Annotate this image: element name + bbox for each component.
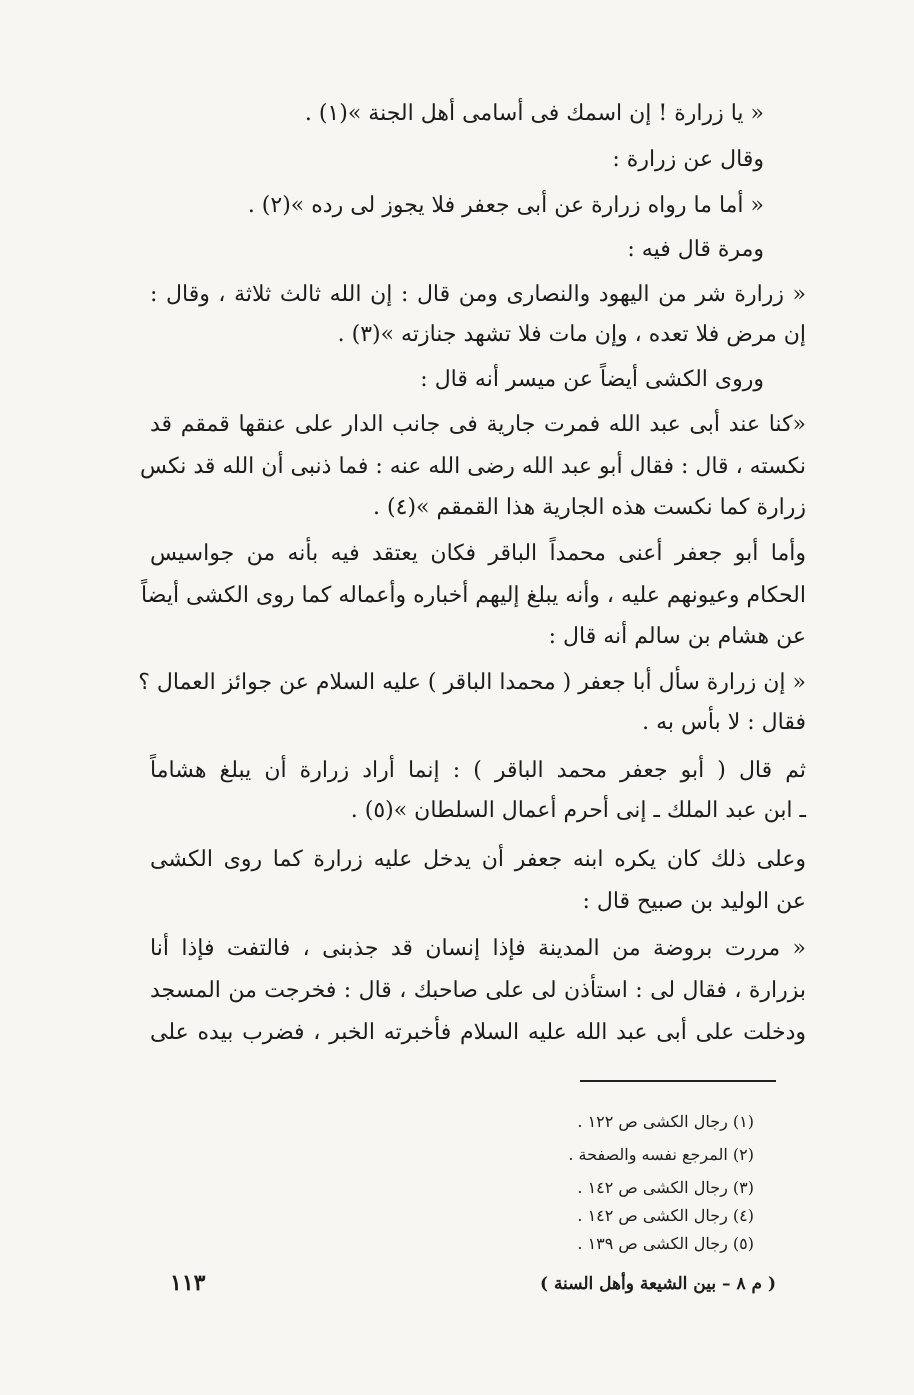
body-line-12: الحكام وعيونهم عليه ، وأنه يبلغ إليهم أخباره وأعماله كما روى الكشى أيضاً: [141, 583, 806, 608]
footnote-4: (٤) رجال الكشى ص ١٤٢ .: [577, 1206, 754, 1225]
body-line-11: وأما أبو جعفر أعنى محمداً الباقر فكان يعتقد فيه بأنه من جواسيس: [150, 541, 806, 566]
body-line-2: وقال عن زرارة :: [612, 147, 764, 172]
body-line-21: بزرارة ، فقال لى : استأذن لى على صاحبك ، قال : فخرجت من المسجد: [150, 978, 806, 1003]
footnote-5: (٥) رجال الكشى ص ١٣٩ .: [577, 1234, 754, 1253]
footnote-1: (١) رجال الكشى ص ١٢٢ .: [577, 1112, 754, 1131]
body-line-4: ومرة قال فيه :: [627, 237, 764, 262]
footnote-divider: [580, 1080, 776, 1082]
body-line-6: إن مرض فلا تعده ، وإن مات فلا تشهد جنازته »(٣) .: [337, 322, 806, 347]
body-line-3: « أما ما رواه زرارة عن أبى جعفر فلا يجوز لى رده »(٢) .: [247, 193, 764, 218]
footnote-3: (٣) رجال الكشى ص ١٤٢ .: [577, 1178, 754, 1197]
body-line-14: « إن زرارة سأل أبا جعفر ( محمدا الباقر ) عليه السلام عن جوائز العمال ؟: [138, 670, 806, 695]
body-line-9: نكسته ، قال : فقال أبو عبد الله رضى الله عنه : فما ذنبى أن الله قد نكس: [140, 454, 806, 479]
body-line-19: عن الوليد بن صبيح قال :: [582, 889, 806, 914]
body-line-5: « زرارة شر من اليهود والنصارى ومن قال : إن الله ثالث ثلاثة ، وقال :: [150, 282, 806, 307]
body-line-22: ودخلت على أبى عبد الله عليه السلام فأخبرته الخبر ، فضرب بيده على: [150, 1020, 806, 1045]
body-line-15: فقال : لا بأس به .: [642, 710, 806, 735]
body-line-13: عن هشام بن سالم أنه قال :: [548, 624, 806, 649]
page-number: ١١٣: [170, 1270, 206, 1296]
footnote-2: (٢) المرجع نفسه والصفحة .: [568, 1145, 754, 1164]
body-line-10: زرارة كما نكست هذه الجارية هذا القمقم »(٤) .: [373, 495, 806, 520]
body-line-8: «كنا عند أبى عبد الله فمرت جارية فى جانب الدار على عنقها قمقم قد: [150, 412, 806, 437]
body-line-17: ـ ابن عبد الملك ـ إنى أحرم أعمال السلطان »(٥) .: [350, 798, 806, 823]
body-line-20: « مررت بروضة من المدينة فإذا إنسان قد جذبنى ، فالتفت فإذا أنا: [150, 936, 806, 961]
body-line-18: وعلى ذلك كان يكره ابنه جعفر أن يدخل عليه زرارة كما روى الكشى: [150, 847, 806, 872]
body-line-16: ثم قال ( أبو جعفر محمد الباقر ) : إنما أراد زرارة أن يبلغ هشاماً: [150, 758, 806, 783]
signature-mark: ( م ٨ – بين الشيعة وأهل السنة ): [539, 1274, 776, 1294]
body-line-7: وروى الكشى أيضاً عن ميسر أنه قال :: [420, 367, 764, 392]
body-line-1: « يا زرارة ! إن اسمك فى أسامى أهل الجنة »(١) .: [304, 101, 764, 126]
